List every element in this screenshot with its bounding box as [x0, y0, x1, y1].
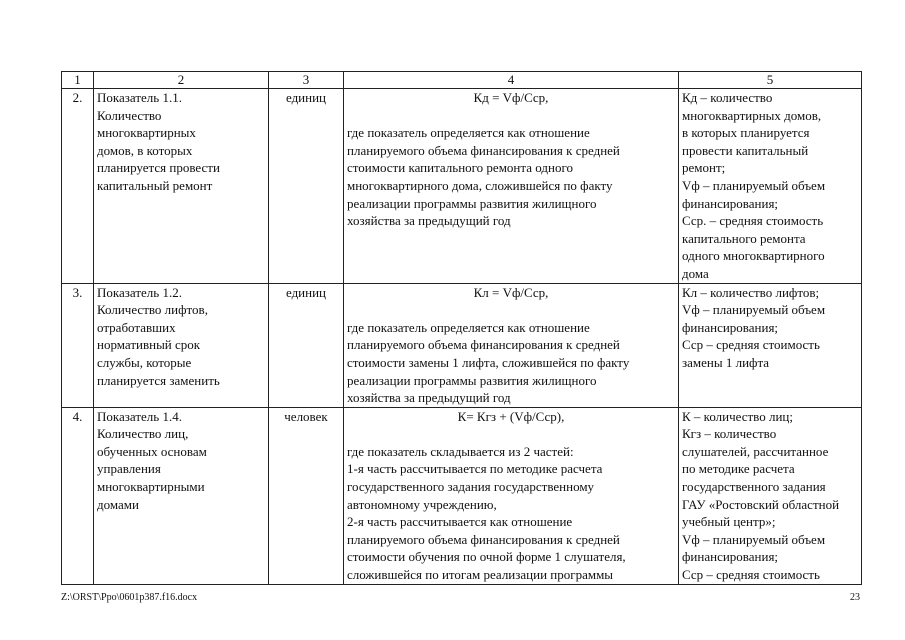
text-line: автономному учреждению, [347, 496, 497, 512]
text-line: одного многоквартирного [682, 248, 825, 264]
text-line: планируемого объема финансирования к средней [347, 337, 620, 353]
text-line: замены 1 лифта [682, 354, 770, 370]
text-line: провести капитальный [682, 142, 809, 158]
formula: Кд = Vф/Сср, [473, 90, 549, 105]
text-line: Количество лифтов, [97, 302, 208, 318]
text-line: Кгз – количество [682, 426, 777, 442]
text-line: государственного задания государственному [347, 479, 595, 495]
page-number: 23 [850, 592, 860, 603]
indicator-cell [94, 89, 269, 284]
row-number: 3. [62, 283, 94, 407]
header-cell-4: 4 [344, 72, 679, 89]
text-line: К – количество лиц; [682, 408, 793, 424]
text-line: Количество [97, 107, 162, 123]
text-line: государственного задания [682, 479, 826, 495]
text-line: Vф – планируемый объем [682, 531, 826, 547]
text-line: Кд – количество [682, 90, 773, 105]
text-line: финансирования; [682, 549, 779, 565]
formula: Кл = Vф/Сср, [473, 284, 549, 300]
indicator-cell [94, 283, 269, 407]
header-cell-5: 5 [679, 72, 862, 89]
text-line: ремонт; [682, 160, 726, 176]
text-line: в которых планируется [682, 125, 810, 141]
text-line: отработавших [97, 319, 176, 335]
legend-cell [679, 283, 862, 407]
text-line: планируемого объема финансирования к средней [347, 531, 620, 547]
text-line: где показатель определяется как отношение [347, 319, 590, 335]
text-line: Показатель 1.2. [97, 284, 182, 300]
text-line: дома [682, 265, 709, 281]
text-line: нормативный срок [97, 337, 201, 353]
text-line: многоквартирных домов, [682, 107, 822, 123]
text-line: финансирования; [682, 319, 779, 335]
text-line: Vф – планируемый объем [682, 177, 826, 193]
text-line: сложившейся по итогам реализации программы [347, 567, 614, 583]
formula: К= Кгз + (Vф/Сср), [457, 408, 565, 424]
text-line: Показатель 1.1. [97, 90, 182, 105]
unit-cell: единиц [269, 89, 344, 284]
text-line: капитального ремонта [682, 230, 806, 246]
method-cell [344, 89, 679, 284]
text-line: Количество лиц, [97, 426, 189, 442]
table-row [62, 89, 862, 284]
row-number: 2. [62, 89, 94, 284]
text-line: по методике расчета [682, 461, 795, 477]
footer-file-path: Z:\ORST\Ppo\0601p387.f16.docx [61, 592, 198, 603]
table-header-row [62, 72, 862, 89]
text-line: планируется провести [97, 160, 220, 176]
text-line: реализации программы развития жилищного [347, 372, 597, 388]
text-line: стоимости капитального ремонта одного [347, 160, 573, 176]
text-line: слушателей, рассчитанное [682, 443, 829, 459]
method-text [347, 124, 675, 230]
text-line: капитальный ремонт [97, 177, 213, 193]
text-line: учебный центр»; [682, 514, 776, 530]
text-line: Сср – средняя стоимость [682, 337, 820, 353]
indicator-table [61, 71, 862, 585]
text-line: хозяйства за предыдущий год [347, 390, 511, 406]
text-line: многоквартирных [97, 125, 196, 141]
text-line: планируется заменить [97, 372, 220, 388]
text-line: обученных основам [97, 443, 207, 459]
header-cell-3: 3 [269, 72, 344, 89]
text-line: многоквартирного дома, сложившейся по факту [347, 177, 613, 193]
method-text [347, 443, 675, 584]
table-row [62, 283, 862, 407]
method-text [347, 319, 675, 407]
table-row [62, 407, 862, 584]
text-line: Показатель 1.4. [97, 408, 182, 424]
legend-cell [679, 89, 862, 284]
text-line: Сср. – средняя стоимость [682, 213, 824, 229]
unit-cell: единиц [269, 283, 344, 407]
text-line: домов, в которых [97, 142, 193, 158]
text-line: Кл – количество лифтов; [682, 284, 820, 300]
text-line: где показатель определяется как отношение [347, 125, 590, 141]
text-line: 1-я часть рассчитывается по методике расчета [347, 461, 603, 477]
header-cell-2: 2 [94, 72, 269, 89]
text-line: хозяйства за предыдущий год [347, 213, 511, 229]
row-number: 4. [62, 407, 94, 584]
indicator-cell [94, 407, 269, 584]
text-line: где показатель складывается из 2 частей: [347, 443, 574, 459]
text-line: Сср – средняя стоимость [682, 567, 820, 583]
method-cell [344, 407, 679, 584]
unit-cell: человек [269, 407, 344, 584]
text-line: управления [97, 461, 161, 477]
text-line: Vф – планируемый объем [682, 302, 826, 318]
header-cell-1: 1 [62, 72, 94, 89]
legend-cell [679, 407, 862, 584]
method-cell [344, 283, 679, 407]
text-line: реализации программы развития жилищного [347, 195, 597, 211]
text-line: стоимости обучения по очной форме 1 слушателя, [347, 549, 626, 565]
text-line: домами [97, 496, 139, 512]
text-line: многоквартирными [97, 479, 205, 495]
text-line: стоимости замены 1 лифта, сложившейся по факту [347, 354, 630, 370]
text-line: службы, которые [97, 354, 192, 370]
text-line: ГАУ «Ростовский областной [682, 496, 840, 512]
text-line: финансирования; [682, 195, 779, 211]
text-line: 2-я часть рассчитывается как отношение [347, 514, 573, 530]
text-line: планируемого объема финансирования к средней [347, 142, 620, 158]
